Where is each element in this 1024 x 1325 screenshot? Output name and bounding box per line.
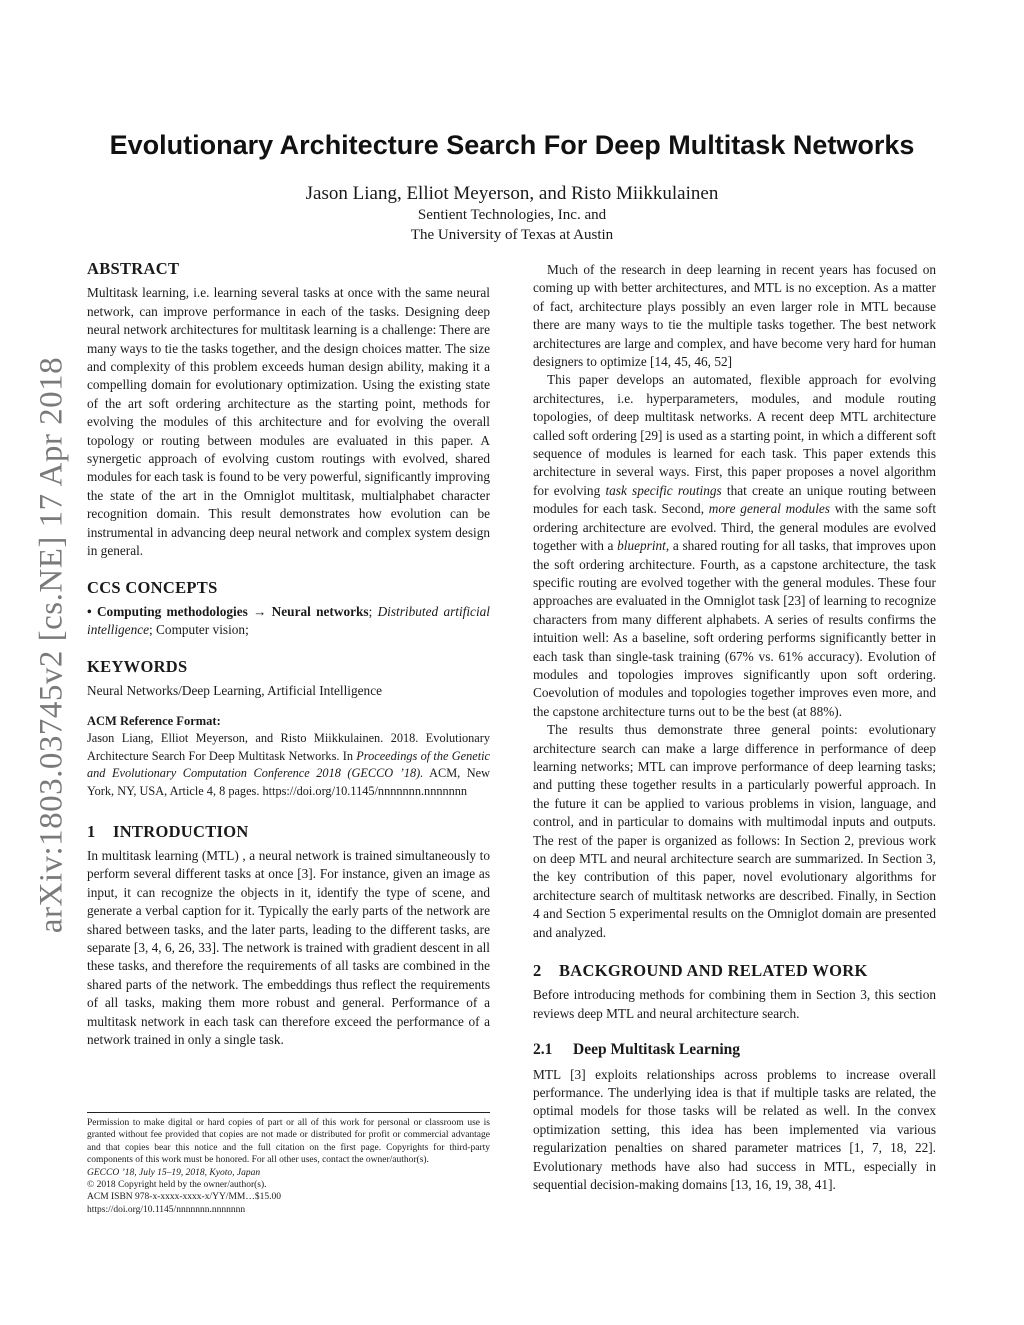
p2-italic-2: more general modules [708,501,830,517]
section21-heading [533,1041,936,1059]
keywords-heading: KEYWORDS [87,656,188,676]
intro-title: INTRODUCTION [113,821,249,841]
ccs-concept: • Computing methodologies → Neural networks [87,603,369,619]
p2-text-a: This paper develops an automated, flexible approach for evolving architectures, i.e. hyperparameters, modules, and module routing topologies, of deep multitask networks. A recent deep MTL architecture called soft ordering [29] is used as a starting point, in which a different soft sequence of modules is learned for each task. This paper extends this architecture in several ways. First, this paper proposes a novel algorithm for evolving [533,372,936,498]
ccs-italic: Distributed artificial intelligence [87,603,490,638]
section2-heading [533,962,936,980]
right-paragraph-2 [533,371,936,721]
ccs-rest: ; Computer vision; [149,622,249,638]
right-paragraph-3: The results thus demonstrate three general points: evolutionary architecture search can make a large difference in performance of deep learning networks; MTL can improve performance of deep learning tasks; and putting these together results in a particularly powerful approach. In the future it can be applied to various problems in vision, language, and control, and in particular to domains with multimodal inputs and outputs. The rest of the paper is organized as follows: In Section 2, previous work on deep MTL and neural architecture search are summarized. In Section 3, the key contribution of this paper, novel evolutionary algorithms for architecture search of multitask networks are described. Finally, in Section 4 and Section 5 experimental results on the Omniglot domain are presented and analyzed. [533,722,936,940]
section2-title: BACKGROUND AND RELATED WORK [559,961,868,981]
p2-italic-1: task specific routings [605,482,722,498]
section21-title: Deep Multitask Learning [573,1041,741,1059]
section2-text: Before introducing methods for combining them in Section 3, this section reviews deep MTL and neural architecture search. [533,987,936,1021]
p2-italic-3: blueprint [617,538,666,554]
ccs-text [87,603,490,640]
acm-ref-part2: ACM, New York, NY, USA, Article 4, 8 pages. https://doi.org/10.1145/nnnnnnn.nnnnnnn [87,766,490,798]
section21-text: MTL [3] exploits relationships across problems to increase overall performance. The underlying idea is that if multiple tasks are related, the optimal models for those tasks will be related as well. In the convex optimization setting, this idea has been implemented via various regularization penalties on shared parameter matrices [1, 7, 18, 22]. Evolutionary methods have also had success in MTL, especially in sequential decision-making domains [13, 16, 19, 38, 41]. [533,1066,936,1193]
permission-text: Permission to make digital or hard copies of part or all of this work for personal or classroom use is granted without fee provided that copies are not made or distributed for profit or commercial advantage and that copies bear this notice and the full citation on the first page. Copyrights for third-party components of this work must be honored. For all other uses, contact the owner/author(s). [87,1118,490,1166]
intro-paragraph: In multitask learning (MTL) , a neural network is trained simultaneously to perform several different tasks at once [3]. For instance, given an image as input, it can recognize the objects in it, identify the type of scene, and generate a verbal caption for it. Typically the early parts of the network are shared between tasks, and the later parts, leading to the different tasks, are separate [3, 4, 6, 26, 33]. The network is trained with gradient descent in all these tasks, and therefore the requirements of all tasks are combined in the shared parts of the network. The embeddings thus reflect the requirements of all tasks, making them more robust and general. Performance of a multitask network in each task can therefore exceed the performance of a network trained in only a single task. [87,847,490,1047]
affiliation-line-1: Sentient Technologies, Inc. and [417,207,607,223]
ccs-heading: CCS CONCEPTS [87,577,218,597]
affiliation-line-2: The University of Texas at Austin [410,227,614,243]
keywords-text: Neural Networks/Deep Learning, Artificial Intelligence [87,683,382,699]
isbn-line: ACM ISBN 978-x-xxxx-xxxx-x/YY/MM…$15.00 [87,1192,281,1203]
section2-number: 2 [533,961,542,981]
right-column [533,261,936,1195]
acm-ref-heading: ACM Reference Format: [87,713,221,728]
right-paragraph-1: Much of the research in deep learning in recent years has focused on coming up with better architectures, and MTL is no exception. As a matter of fact, architecture plays possibly an even larger role in MTL because there are many ways to tie the multiple tasks together. The best network architectures are large and complex, and have become very hard for human designers to optimize [14, 45, 46, 52] [533,262,936,370]
copyright-line: © 2018 Copyright held by the owner/author(s). [87,1180,267,1191]
intro-number: 1 [87,821,96,841]
arxiv-stamp: arXiv:1803.03745v2 [cs.NE] 17 Apr 2018 [33,356,70,934]
p2-text-c: with the same soft ordering architecture are evolved. Third, the general modules are evolved together with a [533,501,937,554]
acm-ref-text [87,730,490,800]
ccs-separator: ; [368,603,378,619]
paper-title: Evolutionary Architecture Search For Deep Multitask Networks [109,130,915,160]
intro-heading [87,823,490,841]
acm-ref-part1: Jason Liang, Elliot Meyerson, and Risto Miikkulainen. 2018. Evolutionary Architecture Search For Deep Multitask Networks. In [87,731,490,763]
permission-footnote [87,1112,490,1216]
abstract-text: Multitask learning, i.e. learning several tasks at once with the same neural network, can improve performance in each of the tasks. Designing deep neural network architectures for multitask learning is a challenge: There are many ways to tie the tasks together, and the design choices matter. The size and complexity of this problem exceeds human design ability, making it a compelling domain for evolutionary optimization. Using the existing state of the art soft ordering architecture as the starting point, methods for evolving the modules of this architecture and for evolving the overall topology or routing between modules are evaluated in this paper. A synergetic approach of evolving custom routings with evolved, shared modules for each task is found to be very powerful, significantly improving the state of the art in the Omniglot multitask, multialphabet character recognition domain. This result demonstrates how evolution can be instrumental in advancing deep neural network and complex system design in general. [87,285,490,559]
conference-info: GECCO ’18, July 15–19, 2018, Kyoto, Japan [87,1167,261,1178]
acm-reference [87,713,490,801]
p2-text-b: that create an unique routing between modules for each task. Second, [533,482,936,517]
acm-ref-venue: Proceedings of the Genetic and Evolutionary Computation Conference 2018 (GECCO ’18). [87,748,490,781]
doi-line: https://doi.org/10.1145/nnnnnnn.nnnnnnn [87,1204,246,1215]
left-column [87,260,490,1049]
author-list: Jason Liang, Elliot Meyerson, and Risto Miikkulainen [305,183,719,204]
p2-text-d: , a shared routing for all tasks, that improves upon the soft ordering architecture. Fourth, as a capstone architecture, the task specific routing are evolved together with the general modules. These four approaches are evaluated in the Omniglot task [23] of learning to recognize characters from many different alphabets. A series of results confirms the intuition well: As a baseline, soft ordering performs significantly better in each task than single-task training (67% vs. 61% accuracy). Evolution of modules and topologies improves significantly upon soft ordering. Coevolution of modules and topologies together improves even more, and the capstone architecture turns out to be the best (at 88%). [533,538,936,719]
abstract-heading: ABSTRACT [87,259,180,278]
section21-number: 2.1 [533,1041,553,1059]
